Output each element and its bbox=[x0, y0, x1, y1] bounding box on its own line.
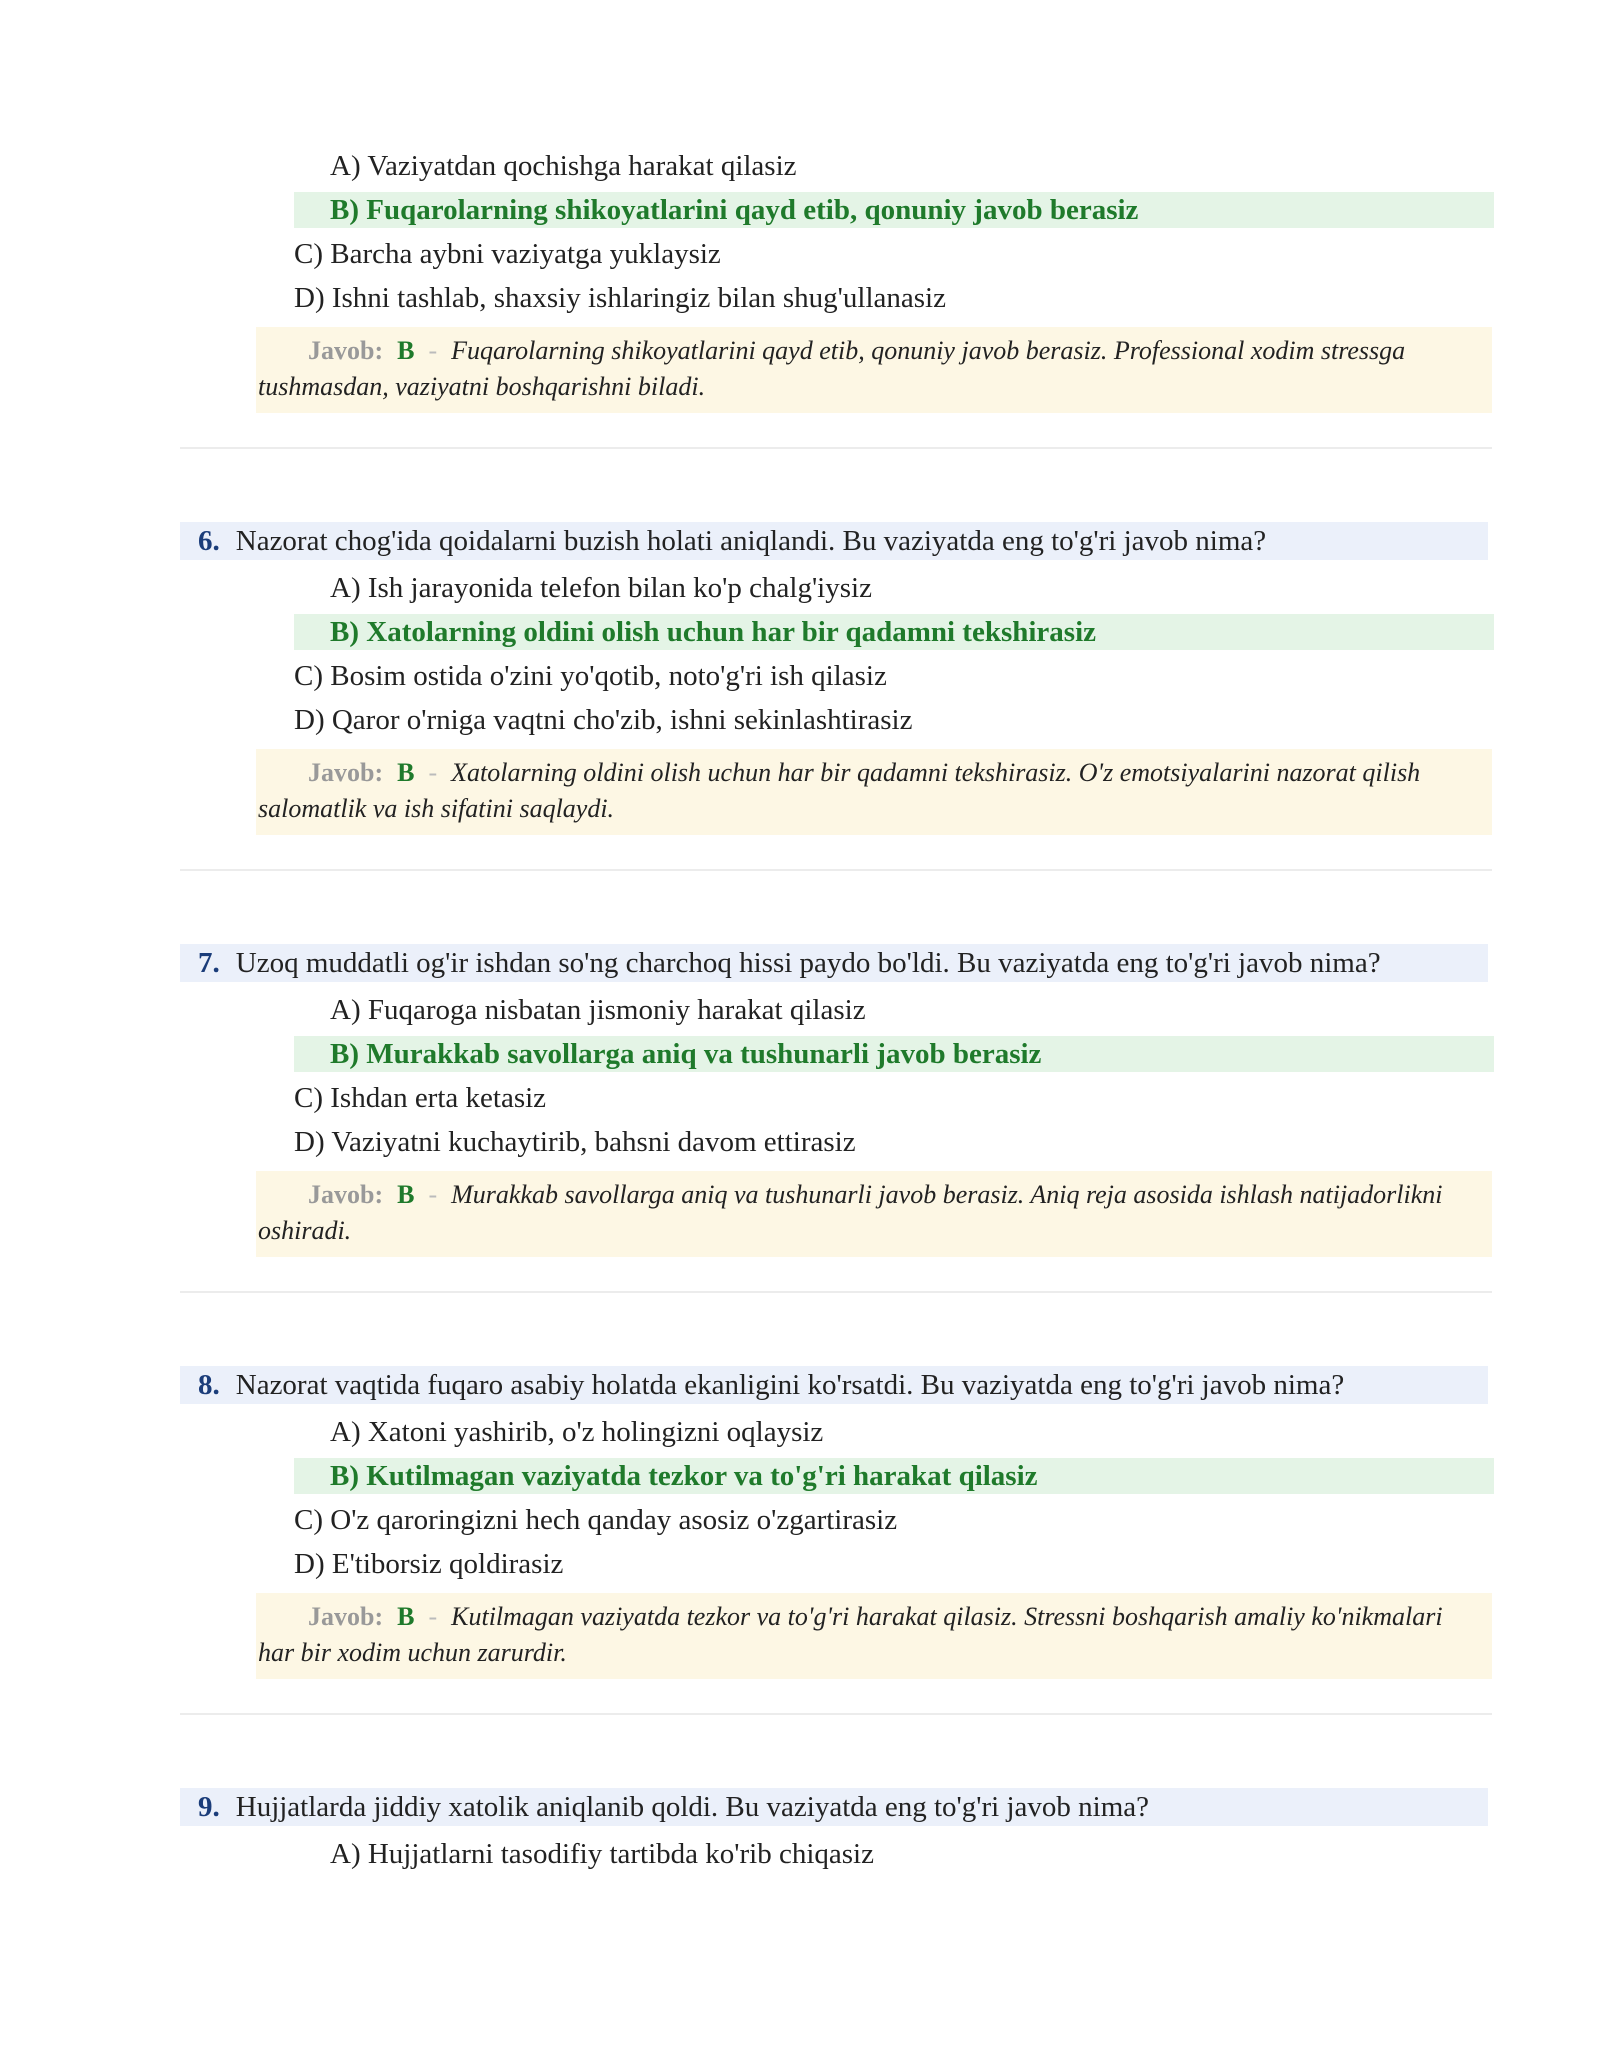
question-text: Nazorat chog'ida qoidalarni buzish holati aniqlandi. Bu vaziyatda eng to'g'ri javob nima? bbox=[235, 525, 1267, 557]
answer-dash: - bbox=[428, 1180, 438, 1209]
option-a[interactable]: A) Xatoni yashirib, o'z holingizni oqlaysiz bbox=[330, 1416, 824, 1448]
option-a[interactable]: A) Hujjatlarni tasodifiy tartibda ko'rib chiqasiz bbox=[330, 1838, 874, 1870]
answer-explanation: Murakkab savollarga aniq va tushunarli javob berasiz. Aniq reja asosida ishlash natijadorlikni oshiradi. bbox=[258, 1180, 1443, 1245]
answer-dash: - bbox=[428, 1602, 438, 1631]
question-9 bbox=[180, 1788, 1488, 1826]
option-a[interactable]: A) Vaziyatdan qochishga harakat qilasiz bbox=[330, 150, 797, 182]
option-b-correct[interactable]: B) Murakkab savollarga aniq va tushunarli javob berasiz bbox=[294, 1036, 1494, 1072]
option-d[interactable]: D) E'tiborsiz qoldirasiz bbox=[294, 1548, 564, 1580]
answer-explanation: Kutilmagan vaziyatda tezkor va to'g'ri harakat qilasiz. Stressni boshqarish amaliy ko'nikmalari har bir xodim uchun zarurdir. bbox=[258, 1602, 1443, 1667]
answer-label: Javob: bbox=[308, 336, 384, 365]
option-c[interactable]: C) Barcha aybni vaziyatga yuklaysiz bbox=[294, 238, 721, 270]
answer-label: Javob: bbox=[308, 758, 384, 787]
question-number: 9. bbox=[198, 1791, 220, 1823]
divider bbox=[180, 1291, 1492, 1293]
answer-dash: - bbox=[428, 336, 438, 365]
answer-label: Javob: bbox=[308, 1180, 384, 1209]
answer-letter: B bbox=[397, 336, 415, 365]
option-d[interactable]: D) Qaror o'rniga vaqtni cho'zib, ishni sekinlashtirasiz bbox=[294, 704, 913, 736]
answer-label: Javob: bbox=[308, 1602, 384, 1631]
answer-explanation: Fuqarolarning shikoyatlarini qayd etib, qonuniy javob berasiz. Professional xodim stressga tushmasdan, vaziyatni boshqarishni biladi. bbox=[258, 336, 1406, 401]
option-b-correct[interactable]: B) Kutilmagan vaziyatda tezkor va to'g'ri harakat qilasiz bbox=[294, 1458, 1494, 1494]
question-8 bbox=[180, 1366, 1488, 1404]
answer-dash: - bbox=[428, 758, 438, 787]
option-c[interactable]: C) O'z qaroringizni hech qanday asosiz o'zgartirasiz bbox=[294, 1504, 898, 1536]
option-a[interactable]: A) Ish jarayonida telefon bilan ko'p chalg'iysiz bbox=[330, 572, 872, 604]
answer-box bbox=[256, 327, 1492, 413]
option-a[interactable]: A) Fuqaroga nisbatan jismoniy harakat qilasiz bbox=[330, 994, 866, 1026]
answer-letter: B bbox=[397, 1180, 415, 1209]
option-b-correct[interactable]: B) Fuqarolarning shikoyatlarini qayd etib, qonuniy javob berasiz bbox=[294, 192, 1494, 228]
option-d[interactable]: D) Vaziyatni kuchaytirib, bahsni davom ettirasiz bbox=[294, 1126, 856, 1158]
question-text: Hujjatlarda jiddiy xatolik aniqlanib qoldi. Bu vaziyatda eng to'g'ri javob nima? bbox=[235, 1791, 1150, 1823]
answer-box bbox=[256, 1171, 1492, 1257]
option-d[interactable]: D) Ishni tashlab, shaxsiy ishlaringiz bilan shug'ullanasiz bbox=[294, 282, 946, 314]
question-6 bbox=[180, 522, 1488, 560]
divider bbox=[180, 447, 1492, 449]
option-c[interactable]: C) Bosim ostida o'zini yo'qotib, noto'g'ri ish qilasiz bbox=[294, 660, 887, 692]
question-number: 7. bbox=[198, 947, 220, 979]
divider bbox=[180, 1713, 1492, 1715]
option-b-correct[interactable]: B) Xatolarning oldini olish uchun har bir qadamni tekshirasiz bbox=[294, 614, 1494, 650]
question-number: 6. bbox=[198, 525, 220, 557]
question-7 bbox=[180, 944, 1488, 982]
question-text: Nazorat vaqtida fuqaro asabiy holatda ekanligini ko'rsatdi. Bu vaziyatda eng to'g'ri javob nima? bbox=[235, 1369, 1345, 1401]
answer-box bbox=[256, 749, 1492, 835]
answer-letter: B bbox=[397, 758, 415, 787]
divider bbox=[180, 869, 1492, 871]
question-number: 8. bbox=[198, 1369, 220, 1401]
answer-explanation: Xatolarning oldini olish uchun har bir qadamni tekshirasiz. O'z emotsiyalarini nazorat qilish salomatlik va ish sifatini saqlaydi. bbox=[258, 758, 1421, 823]
option-c[interactable]: C) Ishdan erta ketasiz bbox=[294, 1082, 547, 1114]
answer-letter: B bbox=[397, 1602, 415, 1631]
answer-box bbox=[256, 1593, 1492, 1679]
question-text: Uzoq muddatli og'ir ishdan so'ng charchoq hissi paydo bo'ldi. Bu vaziyatda eng to'g'ri javob nima? bbox=[235, 947, 1381, 979]
